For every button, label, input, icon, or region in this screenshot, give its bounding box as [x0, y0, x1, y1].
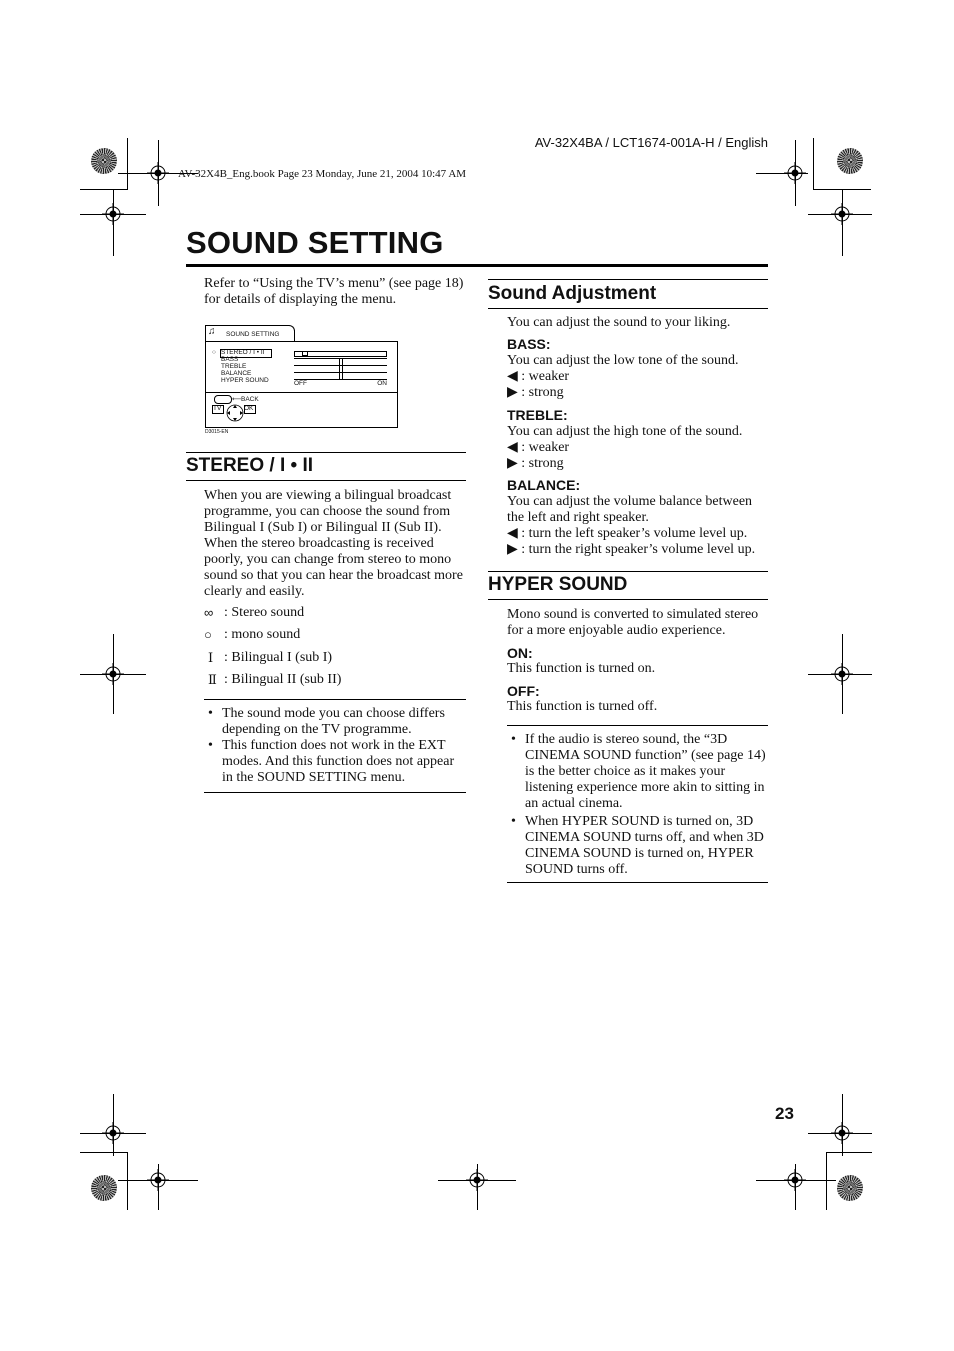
on-term: ON:	[507, 645, 533, 661]
book-info: AV-32X4B_Eng.book Page 23 Monday, June 21, 2004 10:47 AM	[178, 168, 467, 180]
registration-mark-icon	[784, 162, 806, 184]
off-term: OFF:	[507, 683, 540, 699]
menu-cursor-icon: ○	[212, 349, 216, 356]
menu-value-grid	[294, 351, 387, 385]
mode-label: : Stereo sound	[224, 605, 305, 620]
stereo-description: When you are viewing a bilingual broadcast programme, you can choose the sound from Bilingual I (Sub I) or Bilingual II (Sub II). When the stereo broadcasting is received poorly, you can change from stereo to mono sound so that you can hear the broadcast more clearly and easily.	[204, 488, 463, 599]
treble-right: ▶ : strong	[507, 456, 564, 471]
menu-item: STEREO / I • II	[221, 349, 265, 356]
balance-left: ◀ : turn the left speaker’s volume level up.	[507, 526, 748, 541]
registration-mark-icon	[147, 1169, 169, 1191]
section-rule	[488, 308, 768, 309]
balance-term: BALANCE:	[507, 477, 581, 493]
registration-mark-icon	[831, 203, 853, 225]
section-rule	[488, 599, 768, 600]
bilingual-two-symbol-icon: Ⅱ	[208, 672, 217, 687]
menu-back-label: BACK	[241, 396, 259, 403]
mode-label: : Bilingual II (sub II)	[224, 672, 342, 687]
treble-desc: You can adjust the high tone of the sound.	[507, 424, 743, 439]
registration-mark-icon	[147, 162, 169, 184]
page-number: 23	[775, 1104, 794, 1123]
sound-adjustment-heading: Sound Adjustment	[488, 283, 657, 304]
menu-ok-label: OK	[244, 405, 254, 412]
note-item: • This function does not work in the EXT modes. And this function does not appear in the SOUND SETTING menu.	[204, 738, 466, 786]
menu-illustration	[205, 325, 398, 437]
treble-term: TREBLE:	[507, 407, 568, 423]
mono-symbol-icon: ○	[204, 627, 212, 642]
menu-tab-label: SOUND SETTING	[226, 331, 280, 338]
mode-bilingual-1	[204, 650, 332, 666]
registration-mark-icon	[831, 1122, 853, 1144]
menu-on-label: ON	[377, 380, 387, 387]
menu-item: HYPER SOUND	[221, 377, 269, 384]
notes-rule	[204, 792, 466, 793]
registration-mark-icon	[784, 1169, 806, 1191]
dpad-icon	[224, 403, 246, 423]
registration-mark-icon	[102, 663, 124, 685]
menu-item: TREBLE	[221, 363, 247, 370]
menu-nav-area: ⟵ BACK TV OK	[205, 391, 398, 428]
mode-mono	[204, 627, 300, 643]
notes-rule	[507, 725, 768, 726]
page-title: SOUND SETTING	[186, 225, 444, 260]
bass-term: BASS:	[507, 336, 551, 352]
document-code: AV-32X4BA / LCT1674-001A-H / English	[534, 135, 768, 150]
menu-off-label: OFF	[294, 380, 307, 387]
balance-desc: You can adjust the volume balance between the left and right speaker.	[507, 494, 753, 525]
note-item: • When HYPER SOUND is turned on, 3D CINEMA SOUND turns off, and when 3D CINEMA SOUND is turned on, HYPER SOUND turns off.	[507, 814, 768, 878]
mode-stereo	[204, 605, 304, 621]
treble-left: ◀ : weaker	[507, 440, 570, 455]
menu-code: D3015-EN	[205, 429, 229, 435]
note-item: • If the audio is stereo sound, the “3D CINEMA SOUND function” (see page 14) is the better choice as it makes your listening experience more akin to sitting in an actual cinema.	[507, 732, 768, 812]
registration-mark-icon	[831, 663, 853, 685]
notes-rule	[507, 882, 768, 883]
section-rule	[488, 279, 768, 280]
sound-adjustment-intro: You can adjust the sound to your liking.	[507, 315, 731, 330]
balance-right: ▶ : turn the right speaker’s volume level up.	[507, 542, 756, 557]
bass-desc: You can adjust the low tone of the sound.	[507, 353, 739, 368]
mode-bilingual-2	[204, 672, 341, 688]
bass-left: ◀ : weaker	[507, 369, 570, 384]
registration-mark-icon	[466, 1169, 488, 1191]
stereo-heading: STEREO / I • II	[186, 455, 314, 476]
menu-tv-label: TV	[213, 405, 222, 412]
hyper-sound-notes	[507, 732, 768, 878]
menu-item: BALANCE	[221, 370, 252, 377]
title-rule	[186, 264, 768, 267]
bass-right: ▶ : strong	[507, 385, 564, 400]
hyper-sound-intro: Mono sound is converted to simulated stereo for a more enjoyable audio experience.	[507, 607, 759, 638]
stereo-notes	[204, 706, 466, 786]
menu-tab	[205, 325, 295, 342]
menu-settings-box	[205, 341, 398, 393]
notes-rule	[204, 699, 466, 700]
on-desc: This function is turned on.	[507, 661, 656, 676]
stereo-symbol-icon: ∞	[204, 605, 214, 620]
bilingual-one-symbol-icon: Ⅰ	[208, 650, 214, 665]
section-rule	[186, 480, 466, 481]
menu-item: BASS	[221, 356, 239, 363]
registration-mark-icon	[102, 203, 124, 225]
hyper-sound-heading: HYPER SOUND	[488, 574, 628, 595]
section-rule	[488, 571, 768, 572]
note-item: • The sound mode you can choose differs depending on the TV programme.	[204, 706, 466, 738]
intro-text: Refer to “Using the TV’s menu” (see page 18) for details of displaying the menu.	[204, 276, 464, 307]
off-desc: This function is turned off.	[507, 699, 658, 714]
music-note-icon: ♫	[208, 326, 216, 337]
section-rule	[186, 452, 466, 453]
mode-label: : mono sound	[224, 627, 301, 642]
registration-mark-icon	[102, 1122, 124, 1144]
mode-label: : Bilingual I (sub I)	[224, 650, 333, 665]
